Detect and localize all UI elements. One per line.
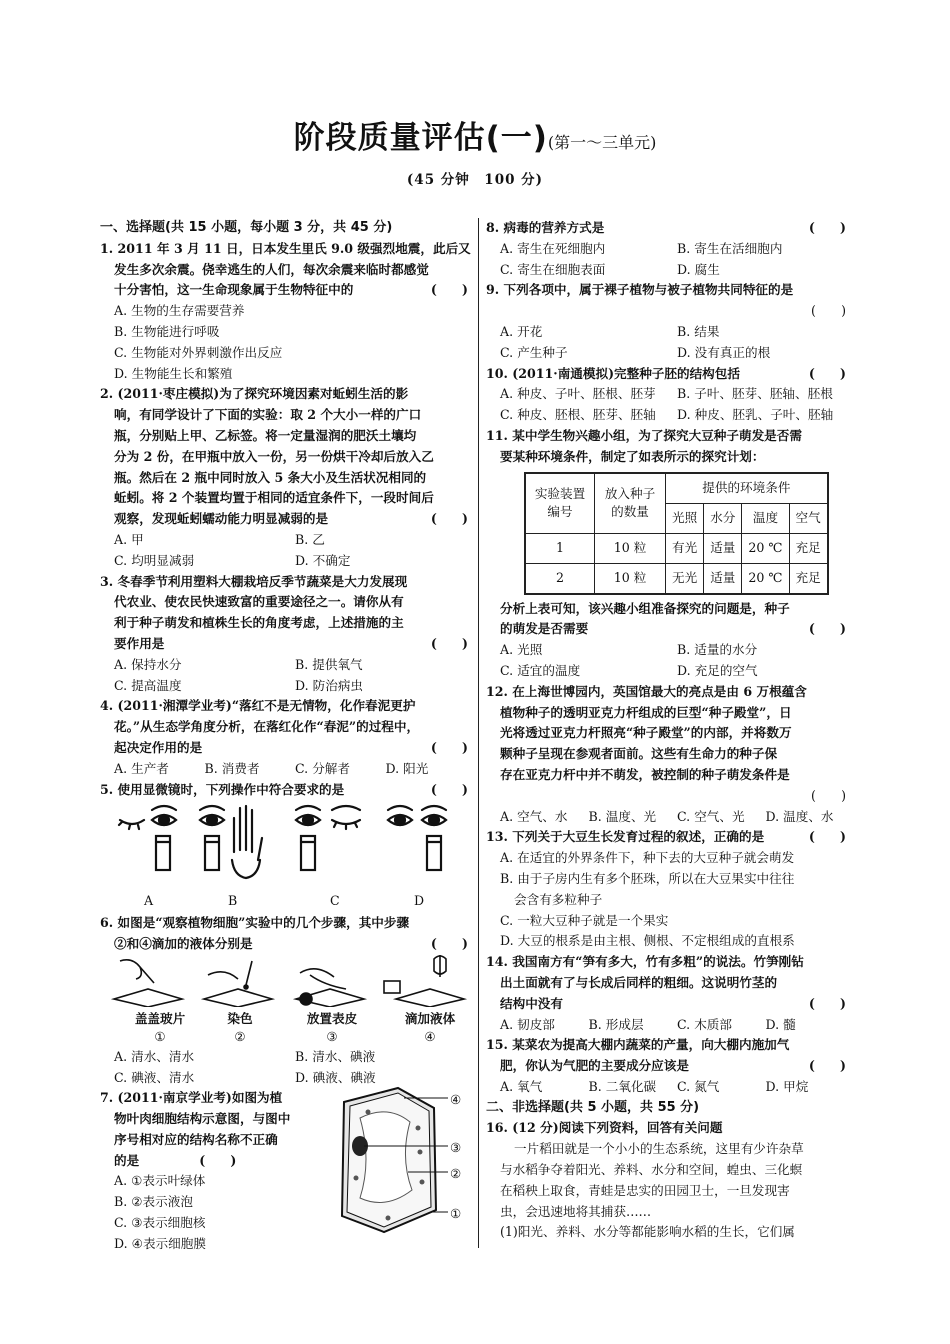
- option: C. 生物能对外界刺激作出反应: [114, 344, 283, 360]
- options: C. 提高温度 D. 防治病虫: [114, 677, 364, 693]
- step-num-1: ①: [154, 1028, 166, 1044]
- question-4: 4. (2011·湘潭学业考)“落红不是无情物，化作春泥更护 花。”从生态学角度分析，在落红化作“春泥”的过程中， 起决定作用的是 ( ) A. 生产者 B. 消费者 C. 分解者 D. 阳光: [100, 696, 476, 779]
- question-15: 15. 某菜农为提高大棚内蔬菜的产量，向大棚内施加气 肥，你认为气肥的主要成分应该是 ( ) A. 氧气 B. 二氧化碳 C. 氮气 D. 甲烷: [486, 1035, 854, 1097]
- question-2: 2. (2011·枣庄模拟)为了探究环境因素对蚯蚓生活的影 响，有同学设计了下面的实验：取 2 个大小一样的广口 瓶，分别贴上甲、乙标签。将一定量湿润的肥沃土壤均 分为 2 份，在甲瓶中放入一份，另一份烘干冷却后放入乙 瓶。然后在 2 瓶中同时放入 5 条大小及生活状况相同的 蚯蚓。将 2 个装置均置于相同的适宜条件下，一段时间后 观察，发现蚯蚓蠕动能力明显减弱的是 ( ) A. 甲 B. 乙 C. 均明显减弱 D. 不确定: [100, 384, 476, 571]
- option: A. 生物的生存需要营养: [114, 303, 245, 319]
- question-1: 1. 2011 年 3 月 11 日，日本发生里氏 9.0 级强烈地震，此后又 发生多次余震。侥幸逃生的人们，每次余震来临时都感觉 十分害怕，这一生命现象属于生物特征中的 ( ) A. 生物的生存需要营养 B. 生物能进行呼吸 C. 生物能对外界刺激作出反应 D. 生物能生长和繁殖: [100, 239, 476, 385]
- options: A. 保持水分 B. 提供氧气: [114, 656, 363, 672]
- option: D. 生物能生长和繁殖: [114, 365, 233, 381]
- cell-mark-1: ①: [450, 1206, 462, 1222]
- question-14: 14. 我国南方有“笋有多大，竹有多粗”的说法。竹笋刚钻 出土面就有了与长成后同样的粗细。这说明竹茎的 结构中没有 ( ) A. 韧皮部 B. 形成层 C. 木质部 D. 髓: [486, 952, 854, 1035]
- slide-steps-figure: [100, 955, 476, 1007]
- options: A. 空气、水 B. 温度、光 C. 空气、光 D. 温度、水: [500, 808, 834, 824]
- section-2-heading: 二、非选择题(共 5 小题，共 55 分): [486, 1099, 700, 1115]
- column-divider: [478, 218, 479, 1248]
- experiment-table: [524, 472, 829, 595]
- figure-label-a: A: [144, 893, 154, 909]
- page-title: [0, 112, 950, 157]
- question-3: 3. 冬春季节利用塑料大棚栽培反季节蔬菜是大力发展现 代农业、使农民快速致富的重要途径之一。请你从有 利于种子萌发和植株生长的角度考虑，上述措施的主 要作用是 ( ) A. 保持水分 B. 提供氧气 C. 提高温度 D. 防治病虫: [100, 572, 476, 697]
- options: C. 适宜的温度 D. 充足的空气: [500, 662, 758, 678]
- cell-mark-4: ④: [450, 1092, 462, 1108]
- options: C. 均明显减弱 D. 不确定: [114, 552, 351, 568]
- table-subheader: 光照: [666, 503, 704, 533]
- step-num-3: ③: [326, 1028, 338, 1044]
- question-7: 7. (2011·南京学业考)如图为植 物叶肉细胞结构示意图，与图中 序号相对应的结构名称不正确 的是 ( ) A. ①表示叶绿体 B. ②表示液泡 C. ③表示细胞核 D. ④表示细胞膜 ④ ③ ② ①: [100, 1088, 476, 1254]
- caption-cover-slip: 盖盖玻片: [134, 1010, 186, 1026]
- title-main: 阶段质量评估(一): [293, 120, 548, 156]
- caption-stain: 染色: [227, 1010, 253, 1026]
- options: A. 韧皮部 B. 形成层 C. 木质部 D. 髓: [500, 1016, 796, 1032]
- options: A. 氧气 B. 二氧化碳 C. 氮气 D. 甲烷: [500, 1078, 809, 1094]
- section-1-heading: 一、选择题(共 15 小题，每小题 3 分，共 45 分): [100, 220, 393, 235]
- left-column: [100, 218, 476, 1255]
- options: A. 开花 B. 结果: [500, 323, 720, 339]
- options: A. 生产者 B. 消费者 C. 分解者 D. 阳光: [114, 760, 429, 776]
- table-subheader: 空气: [789, 503, 828, 533]
- question-10: 10. (2011·南通模拟)完整种子胚的结构包括 ( ) A. 种皮、子叶、胚根、胚芽 B. 子叶、胚芽、胚轴、胚根 C. 种皮、胚根、胚芽、胚轴 D. 种皮、胚乳、子叶、胚轴: [486, 364, 854, 426]
- table-subheader: 温度: [742, 503, 789, 533]
- question-8: 8. 病毒的营养方式是 ( ) A. 寄生在死细胞内 B. 寄生在活细胞内 C. 寄生在细胞表面 D. 腐生: [486, 218, 854, 280]
- question-11: 11. 某中学生物兴趣小组，为了探究大豆种子萌发是否需 要某种环境条件，制定了如表所示的探究计划： 实验装置编号 放入种子的数量 提供的环境条件 光照 水分 温度 空气 1 10 粒 有光 适量 20 ℃ 充足 2 10 粒 无光 适量 20 ℃ 充足 分析上表可知，该兴趣小组准备探究的问题是，种子 的萌发是否需要 ( ) A. 光照 B. 适量的水分 C. 适宜的温度 D. 充足的空气: [486, 426, 854, 682]
- options: A. 光照 B. 适量的水分: [500, 642, 758, 658]
- options: C. 种皮、胚根、胚芽、胚轴 D. 种皮、胚乳、子叶、胚轴: [500, 407, 834, 423]
- question-5: 5. 使用显微镜时，下列操作中符合要求的是 ( ) A B C D: [100, 780, 476, 910]
- question-12: 12. 在上海世博园内，英国馆最大的亮点是由 6 万根蕴含 植物种子的透明亚克力杆组成的巨型“种子殿堂”，日 光将透过亚克力杆照亮“种子殿堂”的内部，并将数万 颗种子呈现在参观者面前。这些有生命力的种子保 存在亚克力杆中并不萌发，被控制的种子萌发条件是 ( ) A. 空气、水 B. 温度、光 C. 空气、光 D. 温度、水: [486, 682, 854, 828]
- table-header-seeds: 放入种子的数量: [595, 473, 666, 534]
- right-column: [486, 218, 854, 1243]
- cell-mark-3: ③: [450, 1140, 462, 1156]
- options: A. 种皮、子叶、胚根、胚芽 B. 子叶、胚芽、胚轴、胚根: [500, 386, 833, 402]
- question-6: 6. 如图是“观察植物细胞”实验中的几个步骤，其中步骤 ②和④滴加的液体分别是 ( ) 盖盖玻片 染色 放置表皮 滴加液体 ① ② ③ ④ A. 清水、清水 B. 清水、碘液 C. 碘液、清水 D. 碘液、碘液: [100, 913, 476, 1088]
- table-subheader: 水分: [704, 503, 742, 533]
- figure-label-b: B: [228, 893, 238, 909]
- title-sub: (第一～三单元): [547, 133, 657, 152]
- figure-label-d: D: [414, 893, 425, 909]
- figure-label-c: C: [330, 893, 340, 909]
- options: A. 清水、清水 B. 清水、碘液: [114, 1048, 376, 1064]
- options: A. 寄生在死细胞内 B. 寄生在活细胞内: [500, 240, 783, 256]
- options: C. 碘液、清水 D. 碘液、碘液: [114, 1069, 376, 1085]
- options: A. 甲 B. 乙: [114, 531, 325, 547]
- question-9: 9. 下列各项中，属于裸子植物与被子植物共同特征的是 ( ) A. 开花 B. 结果 C. 产生种子 D. 没有真正的根: [486, 280, 854, 363]
- cell-mark-2: ②: [450, 1166, 462, 1182]
- table-header-conditions: 提供的环境条件: [666, 473, 828, 504]
- table-row: 1 10 粒 有光 适量 20 ℃ 充足: [525, 533, 828, 563]
- microscope-eyes-figure: [100, 800, 476, 892]
- exam-time: (45 分钟 100 分): [406, 172, 544, 188]
- question-13: 13. 下列关于大豆生长发育过程的叙述，正确的是 ( ) A. 在适宜的外界条件下，种下去的大豆种子就会萌发 B. 由于子房内生有多个胚珠，所以在大豆果实中往往 会含有多粒种子 C. 一粒大豆种子就是一个果实 D. 大豆的根系是由主根、侧根、不定根组成的直根系: [486, 829, 846, 949]
- table-header-device: 实验装置编号: [525, 473, 595, 534]
- option: B. 生物能进行呼吸: [114, 323, 220, 339]
- step-num-4: ④: [424, 1028, 436, 1044]
- options: C. 产生种子 D. 没有真正的根: [500, 344, 771, 360]
- options: C. 寄生在细胞表面 D. 腐生: [500, 261, 720, 277]
- caption-place-epidermis: 放置表皮: [306, 1010, 358, 1026]
- step-num-2: ②: [234, 1028, 246, 1044]
- table-row: 2 10 粒 无光 适量 20 ℃ 充足: [525, 563, 828, 594]
- question-16: 16. (12 分)阅读下列资料，回答有关问题 一片稻田就是一个小小的生态系统，这里有少许杂草 与水稻争夺着阳光、养料、水分和空间，蝗虫、三化螟 在稻秧上取食，青蛙是忠实的田园卫士，一旦发现害 虫，会迅速地将其捕获…… (1)阳光、养料、水分等都能影响水稻的生长，它们属: [486, 1120, 804, 1240]
- caption-add-liquid: 滴加液体: [404, 1010, 456, 1026]
